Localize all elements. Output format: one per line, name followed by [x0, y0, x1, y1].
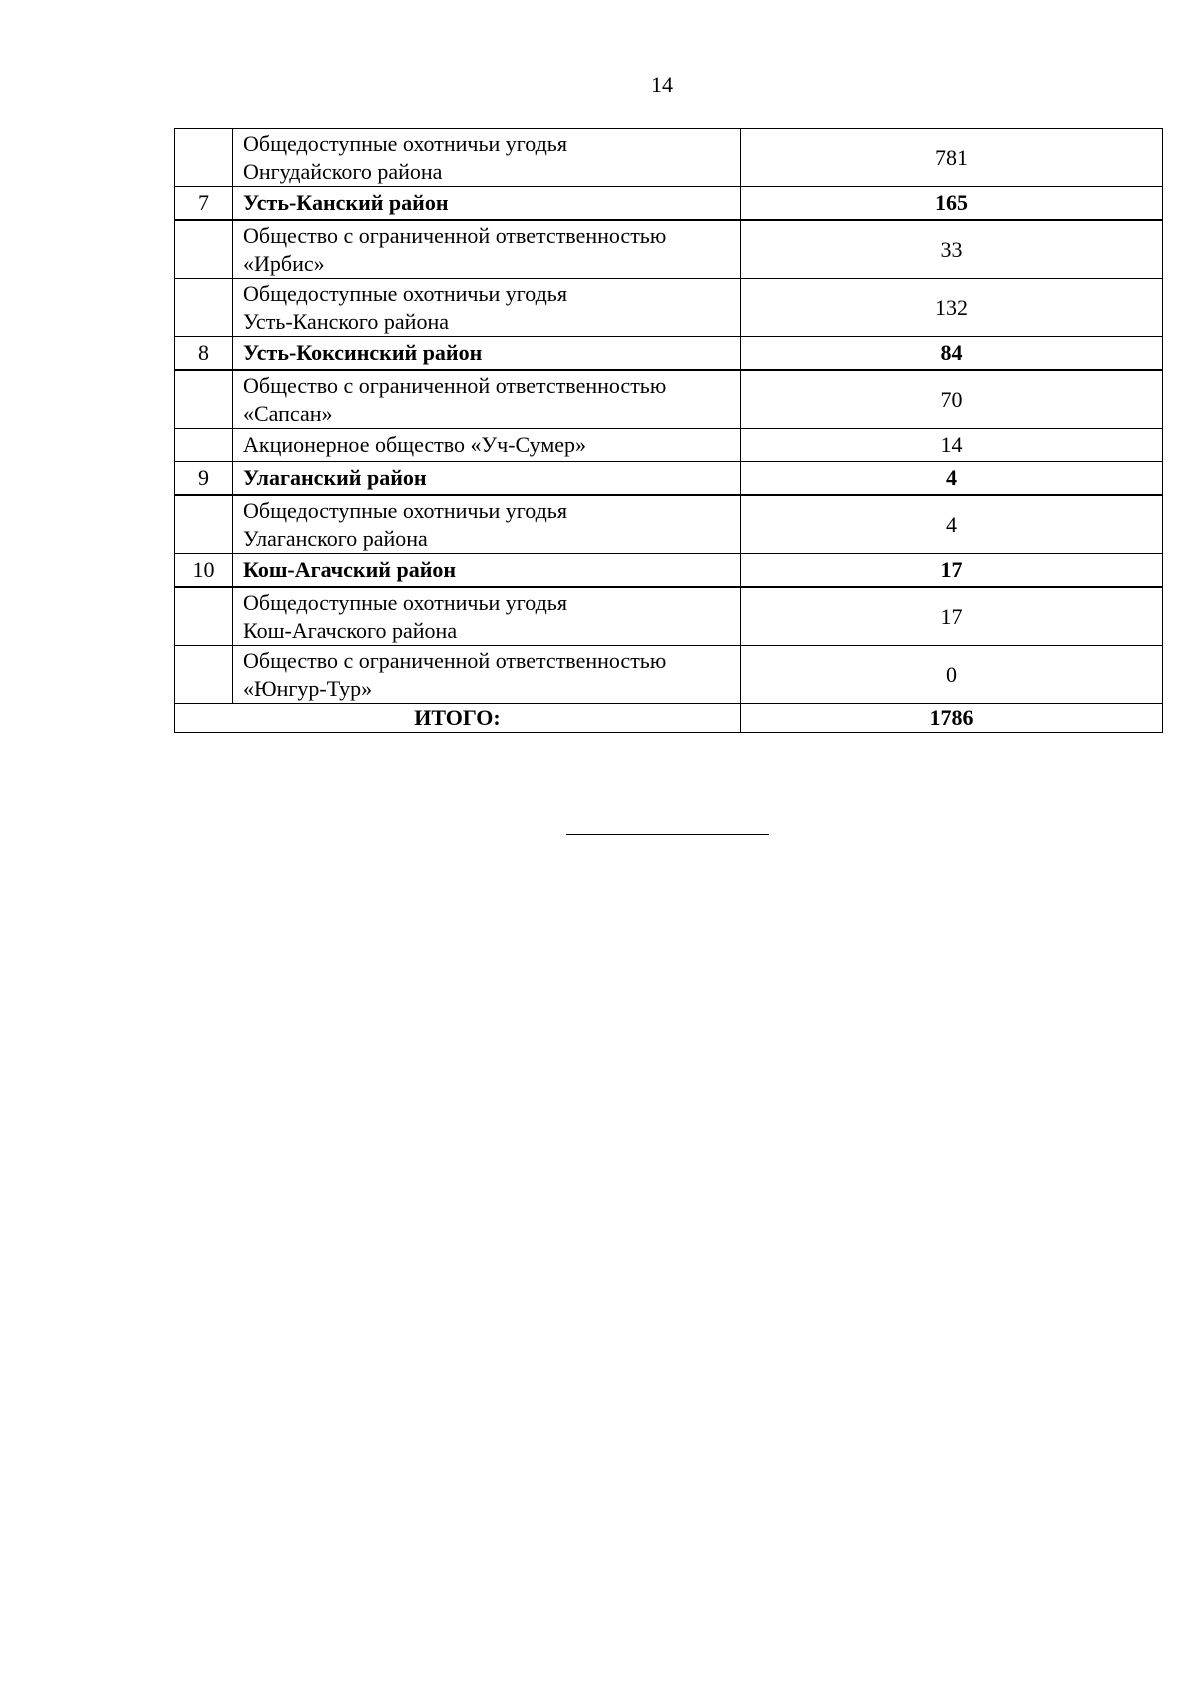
district-row: [175, 187, 1163, 221]
name-line: Онгудайского района: [243, 158, 443, 184]
entity-row: [175, 370, 1163, 429]
district-name: [233, 554, 741, 588]
row-number: [175, 429, 233, 462]
district-value: 17: [741, 554, 1163, 588]
entity-row: [175, 220, 1163, 279]
entity-name: [233, 646, 741, 704]
row-number: [175, 370, 233, 429]
district-value: 84: [741, 337, 1163, 371]
entity-row: [175, 495, 1163, 554]
entity-value: 14: [741, 429, 1163, 462]
name-line: Общество с ограниченной ответственностью: [243, 222, 667, 248]
row-number: [175, 495, 233, 554]
name-line: Акционерное общество «Уч-Сумер»: [243, 432, 587, 457]
name-line: «Сапсан»: [243, 400, 333, 426]
row-number: 9: [175, 462, 233, 496]
name-line: Улаганский район: [243, 465, 427, 490]
entity-value: 0: [741, 646, 1163, 704]
district-row: [175, 462, 1163, 496]
row-number: 10: [175, 554, 233, 588]
district-name: [233, 337, 741, 371]
name-line: Усть-Канский район: [243, 190, 449, 215]
entity-name: [233, 129, 741, 187]
name-line: Усть-Коксинский район: [243, 340, 483, 365]
entity-row: [175, 646, 1163, 704]
row-number: 8: [175, 337, 233, 371]
total-row: [175, 704, 1163, 733]
district-row: [175, 337, 1163, 371]
page-number: 14: [651, 72, 673, 97]
entity-value: 33: [741, 220, 1163, 279]
entity-name: [233, 495, 741, 554]
row-number: [175, 279, 233, 337]
row-number: [175, 646, 233, 704]
entity-value: 17: [741, 587, 1163, 646]
district-row: [175, 554, 1163, 588]
row-number: [175, 220, 233, 279]
name-line: Общедоступные охотничьи угодья: [243, 589, 567, 615]
name-line: Общество с ограниченной ответственностью: [243, 372, 667, 398]
name-line: «Ирбис»: [243, 250, 325, 276]
district-name: [233, 462, 741, 496]
entity-row: [175, 587, 1163, 646]
quota-table: [174, 128, 1163, 733]
name-line: Общедоступные охотничьи угодья: [243, 130, 567, 156]
total-value: 1786: [741, 704, 1163, 733]
name-line: Общество с ограниченной ответственностью: [243, 647, 667, 673]
district-name: [233, 187, 741, 221]
name-line: Общедоступные охотничьи угодья: [243, 280, 567, 306]
row-number: [175, 129, 233, 187]
name-line: Кош-Агачский район: [243, 557, 457, 582]
entity-name: [233, 220, 741, 279]
district-value: 4: [741, 462, 1163, 496]
entity-value: 132: [741, 279, 1163, 337]
name-line: Улаганского района: [243, 525, 428, 551]
name-line: Усть-Канского района: [243, 308, 449, 334]
entity-name: [233, 370, 741, 429]
name-line: Кош-Агачского района: [243, 617, 458, 643]
row-number: [175, 587, 233, 646]
row-number: 7: [175, 187, 233, 221]
name-line: «Юнгур-Тур»: [243, 675, 373, 701]
total-label: ИТОГО:: [175, 704, 741, 733]
entity-row: [175, 429, 1163, 462]
end-separator-line: [566, 834, 769, 835]
entity-row: [175, 129, 1163, 187]
entity-name: [233, 429, 741, 462]
entity-value: 781: [741, 129, 1163, 187]
district-value: 165: [741, 187, 1163, 221]
table-body: [175, 129, 1163, 704]
entity-value: 70: [741, 370, 1163, 429]
entity-row: [175, 279, 1163, 337]
entity-value: 4: [741, 495, 1163, 554]
name-line: Общедоступные охотничьи угодья: [243, 497, 567, 523]
entity-name: [233, 279, 741, 337]
entity-name: [233, 587, 741, 646]
